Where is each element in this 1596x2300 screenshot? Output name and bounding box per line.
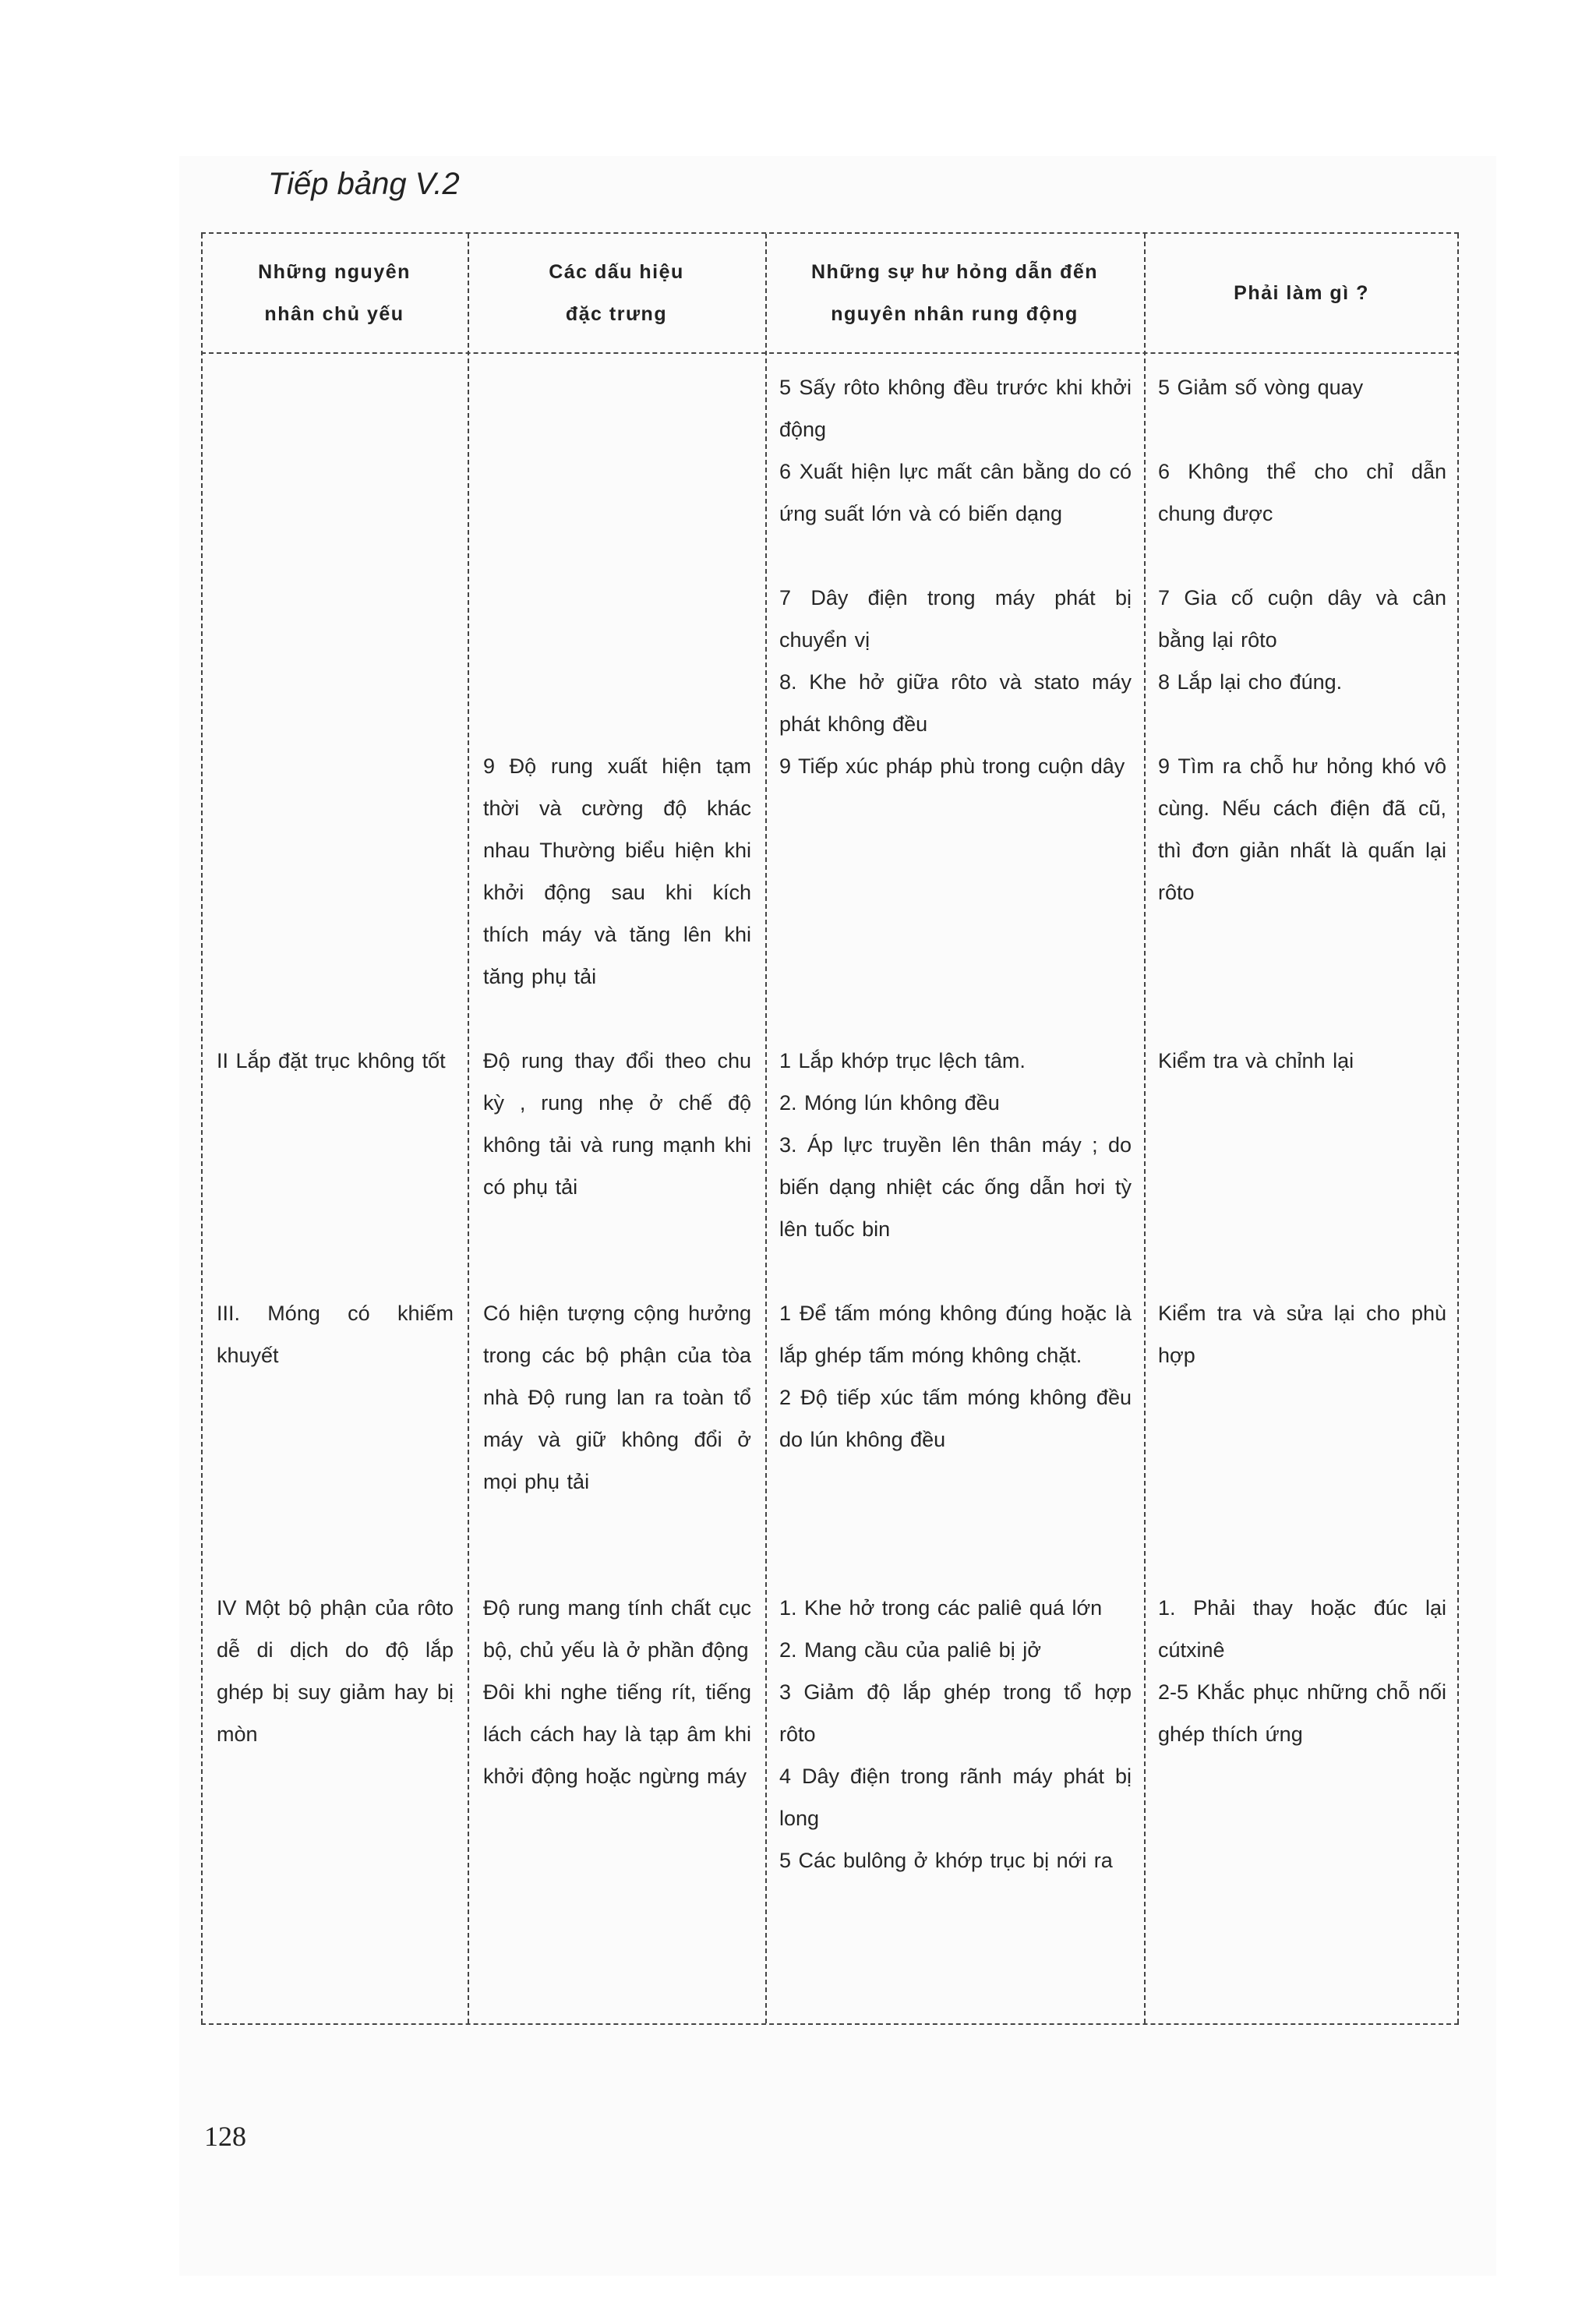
page-number: 128 — [204, 2121, 246, 2152]
cause-cell: IV Một bộ phận của rôto dễ di dịch do độ lắp ghép bị suy giảm hay bị mòn — [217, 1596, 454, 1746]
table-border-right — [1457, 234, 1459, 2023]
action-cell: 6 Không thể cho chỉ dẫn chung được — [1158, 460, 1446, 525]
faults-cell: 1 Để tấm móng không đúng hoặc là lắp ghép tấm móng không chặt. 2 Độ tiếp xúc tấm móng không đều do lún không đều — [779, 1302, 1132, 1451]
action-cell: 7 Gia cố cuộn dây và cân bằng lại rôto — [1158, 586, 1446, 652]
signs-cell: Có hiện tượng cộng hưởng trong các bộ phận của tòa nhà Độ rung lan ra toàn tổ máy và giữ không đổi ở mọi phụ tải — [483, 1302, 751, 1493]
action-cell: Kiểm tra và sửa lại cho phù hợp — [1158, 1302, 1446, 1367]
faults-cell: 6 Xuất hiện lực mất cân bằng do có ứng suất lớn và có biến dạng — [779, 460, 1132, 525]
table-border-left — [201, 234, 203, 2023]
header-characteristic-signs — [468, 234, 765, 352]
faults-cell: 9 Tiếp xúc pháp phù trong cuộn dây — [779, 754, 1125, 778]
signs-cell: 9 Độ rung xuất hiện tạm thời và cường độ khác nhau Thường biểu hiện khi khởi động sau khi kích thích máy và tăng lên khi tăng phụ tải — [483, 754, 751, 988]
action-cell: 8 Lắp lại cho đúng. — [1158, 670, 1343, 694]
header-divider — [201, 352, 1459, 354]
column-divider — [765, 234, 767, 2023]
header-action — [1144, 234, 1459, 352]
faults-cell: 8. Khe hở giữa rôto và stato máy phát không đều — [779, 670, 1132, 736]
fault-table — [201, 232, 1459, 2025]
header-line: nhân chủ yếu — [264, 303, 404, 325]
action-cell: 1. Phải thay hoặc đúc lại cútxinê 2-5 Khắc phục những chỗ nối ghép thích ứng — [1158, 1596, 1446, 1746]
column-divider — [468, 234, 469, 2023]
header-faults — [765, 234, 1144, 352]
header-line: Các dấu hiệu — [549, 261, 684, 283]
faults-cell: 1. Khe hở trong các paliê quá lớn 2. Mang cầu của paliê bị jở 3 Giảm độ lắp ghép trong tổ hợp rôto 4 Dây điện trong rãnh máy phát bị long 5 Các bulông ở khớp trục bị nới ra — [779, 1596, 1132, 1872]
header-line: Những sự hư hỏng dẫn đến — [810, 261, 1099, 283]
column-divider — [1144, 234, 1146, 2023]
cause-cell: III. Móng có khiếm khuyết — [217, 1302, 454, 1367]
header-line: nguyên nhân rung động — [831, 303, 1079, 325]
signs-cell: Độ rung mang tính chất cục bộ, chủ yếu là ở phần động Đôi khi nghe tiếng rít, tiếng lách cách hay là tạp âm khi khởi động hoặc ngừng máy — [483, 1596, 751, 1788]
header-line: đặc trưng — [565, 303, 668, 325]
table-caption: Tiếp bảng V.2 — [268, 167, 460, 201]
faults-cell: 5 Sấy rôto không đều trước khi khởi động — [779, 376, 1132, 441]
header-line: Phải làm gì ? — [1234, 282, 1369, 304]
action-cell: 9 Tìm ra chỗ hư hỏng khó vô cùng. Nếu cách điện đã cũ, thì đơn giản nhất là quấn lại rôto — [1158, 754, 1446, 904]
faults-cell: 7 Dây điện trong máy phát bị chuyển vị — [779, 586, 1132, 652]
signs-cell: Độ rung thay đổi theo chu kỳ , rung nhẹ ở chế độ không tải và rung mạnh khi có phụ tải — [483, 1049, 751, 1199]
header-main-causes — [201, 234, 468, 352]
faults-cell: 1 Lắp khớp trục lệch tâm. 2. Móng lún không đều 3. Áp lực truyền lên thân máy ; do biến dạng nhiệt các ống dẫn hơi tỳ lên tuốc bin — [779, 1049, 1132, 1241]
header-line: Những nguyên — [258, 261, 411, 283]
cause-cell: II Lắp đặt trục không tốt — [217, 1049, 446, 1072]
action-cell: Kiểm tra và chỉnh lại — [1158, 1049, 1354, 1072]
action-cell: 5 Giảm số vòng quay — [1158, 376, 1364, 399]
